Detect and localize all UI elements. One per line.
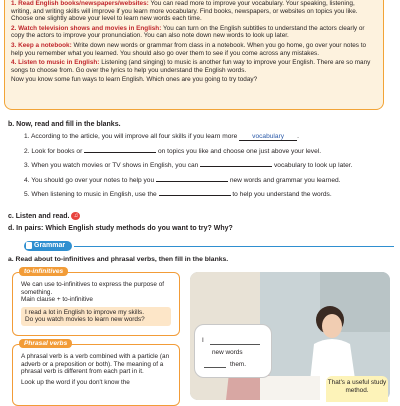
fill-blank-item: 1. According to the article, you will improve all four skills if you learn more vocabulary . [24,133,299,140]
fill-blank-list [24,133,384,206]
phrasal-verbs-box [12,340,180,406]
answer-blank[interactable] [156,181,228,182]
tip-2: 2. Watch television shows and movies in English: You can turn on the English subtitles to understand the actors clearly or copy the actors to improve your pronunciation. You can also note down new words to look up later. [11,24,365,40]
tip-1: 1. Read English books/newspapers/websites: You can read more to improve your vocabulary. Your speaking, listening, writing, and writing skills will improve if you learn more vocabulary. Find books, newspapers, or websites on topics you like. Choose one slightly above your level to learn new words each time. [11,0,358,23]
tips-box [4,0,384,110]
phrasal-verbs-rule: A phrasal verb is a verb combined with a particle (an adverb or a preposition or both). The meaning of a phrasal verb is different from each part in it. [21,353,170,376]
section-d-heading: d. In pairs: Which English study methods do you want to try? Why? [8,225,233,232]
tips-closing: Now you know some fun ways to learn English. Which ones are you going to try today? [11,76,258,84]
answer-blank[interactable]: vocabulary [239,133,297,141]
fill-blank-item: 4. You should go over your notes to help you new words and grammar you learned. [24,176,341,184]
speaker-icon[interactable]: ♫ [71,212,80,220]
speech-note: That's a useful study method. [326,376,388,402]
book-icon [26,242,32,249]
grammar-tab: Grammar [24,241,72,251]
answer-blank[interactable] [84,152,156,153]
fill-blank-item: 5. When listening to music in English, use the to help you understand the words. [24,191,332,198]
bubble-blank [210,344,260,345]
to-infinitives-box [12,268,180,336]
section-b-heading: b. Now, read and fill in the blanks. [8,121,121,128]
grammar-divider [74,246,394,247]
to-infinitives-rule: We can use to-infinitives to express the purpose of something. Main clause + to-infinitive [21,281,165,304]
to-infinitives-example: I read a lot in English to improve my skills. Do you watch movies to learn new words? [21,307,171,326]
fill-blank-item: 3. When you watch movies or TV shows in English, you can vocabulary to look up later. [24,162,353,169]
answer-blank[interactable] [200,166,272,167]
fill-blank-item: 2. Look for books or on topics you like and choose one just above your level. [24,147,322,155]
phrasal-verbs-example: Look up the word if you don't know the [21,378,130,386]
section-c-heading: c. Listen and read. ♫ [8,212,80,220]
phrasal-verbs-tab: Phrasal verbs [19,339,72,348]
answer-blank[interactable] [159,195,231,196]
students-photo: I new words them. [190,272,390,400]
tip-4: 4. Listen to music in English: Listening (and singing) to music is another fun way to improve your English. There are so many songs to choose from. Go over the lyrics to help you understand the English words. [11,59,371,74]
grammar-instruction: a. Read about to-infinitives and phrasal verbs, then fill in the blanks. [8,256,229,263]
to-infinitives-tab: to-infinitives [19,267,68,276]
bubble-blank [204,367,226,368]
tip-3: 3. Keep a notebook: Write down new words or grammar from class in a notebook. When you go home, go over your notes to help you remember what you learned. You should also go over them to see if you come across any mistakes. [11,41,367,57]
